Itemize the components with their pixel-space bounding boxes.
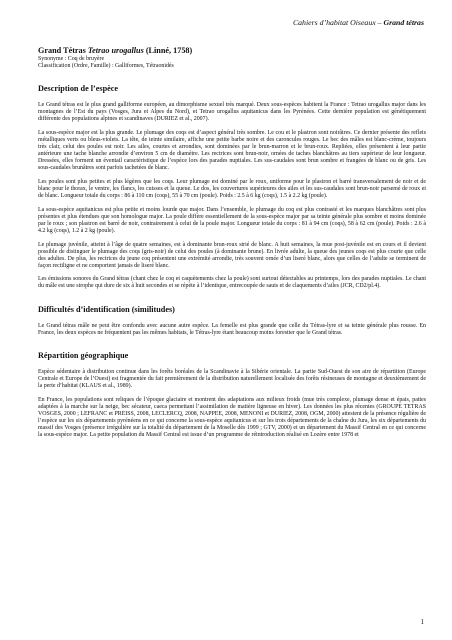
- header-topic: Grand tétras: [383, 18, 424, 27]
- paragraph-distribution-2: En France, les populations sont reliques de l’époque glaciaire et montrent des adaptations aux milieux froids (mue très complexe, plumage dense et épais, pattes adaptées à la marche sur la neige, bec sécateur, caeca permettant l’assimilation de matière ligneuse en hiver). Les données les plus récentes (GROUPE TETRAS VOSGES, 2000 ; LEFRANC et PREISS, 2008, LECLERCQ, 2008, NAPPEE, 2008, MENONI et DURIEZ, 2008, OGM, 2000) attestent de la présence régulière de l’espèce sur les six départements pyrénéens en ce qui concerne la sous-espèce aquitanicus et sur les trois départements de la chaîne du Jura, les six départements du massif des Vosges (présence irrégulière sur la totalité du département de la Moselle dès 1999 ; GTV, 2000) et un département du Massif Central en ce qui concerne la sous-espèce major. La petite population du Massif Central est issue d’un programme de réintroduction réalisé en Lozère entre 1978 et: [38, 396, 426, 438]
- header-series: Cahiers d’habitat Oiseaux –: [292, 18, 382, 27]
- paragraph-distribution-1: Espèce sédentaire à distribution continue dans les forêts boréales de la Scandinavie à la Sibérie orientale. La partie Sud-Ouest de son aire de répartition (Europe Centrale et Europe de l’Ouest) est fragmentée du fait premièrement de la distribution naturellement localisée des forêts résineuses de montagne et deuxièmement de la perte d’habitat (KLAUS et al., 1989).: [38, 368, 426, 389]
- species-title: [38, 46, 426, 56]
- paragraph-sounds: Les émissions sonores du Grand tétras (chant chez le coq et caquètements chez la poule) sont surtout détectables au printemps, lors des parades nuptiales. Le chant du mâle est une strophe qui dure de six à huit secondes et se répète à l’identique, entrecoupée de sauts et de claquements d’ailes (JCR, CD2/pl.4).: [38, 276, 426, 290]
- species-name-fr: Grand Tétras: [38, 46, 86, 55]
- classification-line: Classification (Ordre, Famille) : Galliformes, Tétraonidés: [38, 63, 174, 69]
- paragraph-hens: Les poules sont plus petites et plus légères que les coqs. Leur plumage est dominé par le roux, uniforme pour le plastron et barré transversalement de noir et de blanc pour le thorax, le ventre, les flancs, les cuisses et la queue. Le dos, les couvertures supérieures des ailes et les sus-caudales sont brun-noir parsemé de roux et de blanc. Longueur totale du corps : 86 à 110 cm (coqs), 55 à 70 cm (poule). Poids : 2.5 à 6 kg (coqs), 1.5 à 2.2 kg (poule).: [38, 178, 426, 200]
- synonym-line: Synonyme : Coq de bruyère: [38, 56, 105, 62]
- running-header: [38, 18, 424, 27]
- paragraph-aquitanicus: La sous-espèce aquitanicus est plus petite et moins lourde que major. Dans l’ensemble, le plumage du coq est plus contrasté et les marques blanchâtres sont plus présentes et plus étendues que son homologue major. La poule diffère essentiellement de la sous-espèce major par sa teinte générale plus sombre et moins dominée par le roux ; son plastron est barré de noir, contrairement à celui de la poule major. Longueur totale du corps : 81 à 94 cm (coqs), 58 à 62 cm (poule). Poids : 2.6 à 4.2 kg (coqs), 1.2 à 2 kg (poule).: [38, 206, 426, 234]
- section-heading-distribution: Répartition géographique: [38, 350, 129, 360]
- paragraph-juvenile: Le plumage juvénile, atteint à l’âge de quatre semaines, est à dominante brun-roux strié de blanc. A huit semaines, la mue post-juvénile est en cours et il devient possible de distinguer le plumage des coqs (gris-noir) de celui des poules (à dominante brune). En livrée adulte, la queue des jeunes coqs est plus courte que celle des adultes. De plus, les rectrices du jeune coq présentent une extrémité arrondie, très souvent ornée d’un liseré blanc, alors que celles de l’adulte se terminent de façon rectiligne et ne comportent jamais de liseré blanc.: [38, 241, 426, 269]
- section-heading-identification: Difficultés d’identification (similitudes): [38, 304, 175, 314]
- paragraph-intro: Le Grand tétras est le plus grand galliforme européen, au dimorphisme sexuel très marqué. Deux sous-espèces habitent la France : Tetrao urogallus major dans les montagnes de l’Est du pays (Vosges, Jura et Alpes du Nord), et Tetrao urogallus aquitanicus dans les Pyrénées. Cette dernière population est génétiquement différente des populations alpines et scandinaves (DURIEZ et al., 2007).: [38, 102, 426, 123]
- paragraph-identification: Le Grand tétras mâle ne peut être confondu avec aucune autre espèce. La femelle est plus grande que celle du Tétras-lyre et sa teinte générale plus rousse. En France, les deux espèces ne fréquentent pas les mêmes habitats, le Tétras-lyre étant beaucoup moins forestier que le Grand tétras.: [38, 322, 426, 336]
- paragraph-major: La sous-espèce major est la plus grande. Le plumage des coqs est d’aspect général très sombre. Le cou et le plastron sont noirâtres. Ce dernier présente des reflets métalliques verts ou bleus-violets. La tête, de teinte similaire, affiche une petite barbe noire et des caroncules rouges. Le bec des mâles est blanc-crème, toujours très clair, celui des poules est noir. Les ailes, courtes et arrondies, sont dominées par le brun-marron et le brun-roux. Repliées, elles présentent à leur partie antérieure une tache blanche arrondie d’environ 5 cm de diamètre. Les rectrices sont brun-noir, ornées de taches blanchâtres au tiers supérieur de leur longueur. Dressées, elles forment un éventail caractéristique de l’espèce lors des parades nuptiales. Les sus-caudales sont brun sombre et frangées de blanc ou de gris. Les sous-caudales brunâtres sont parfois tachetées de blanc.: [38, 129, 426, 172]
- species-authority: (Linné, 1758): [145, 46, 193, 55]
- species-name-latin: Tetrao urogallus: [87, 46, 144, 55]
- section-heading-description: Description de l’espèce: [38, 84, 119, 93]
- page-number: 1: [420, 617, 424, 626]
